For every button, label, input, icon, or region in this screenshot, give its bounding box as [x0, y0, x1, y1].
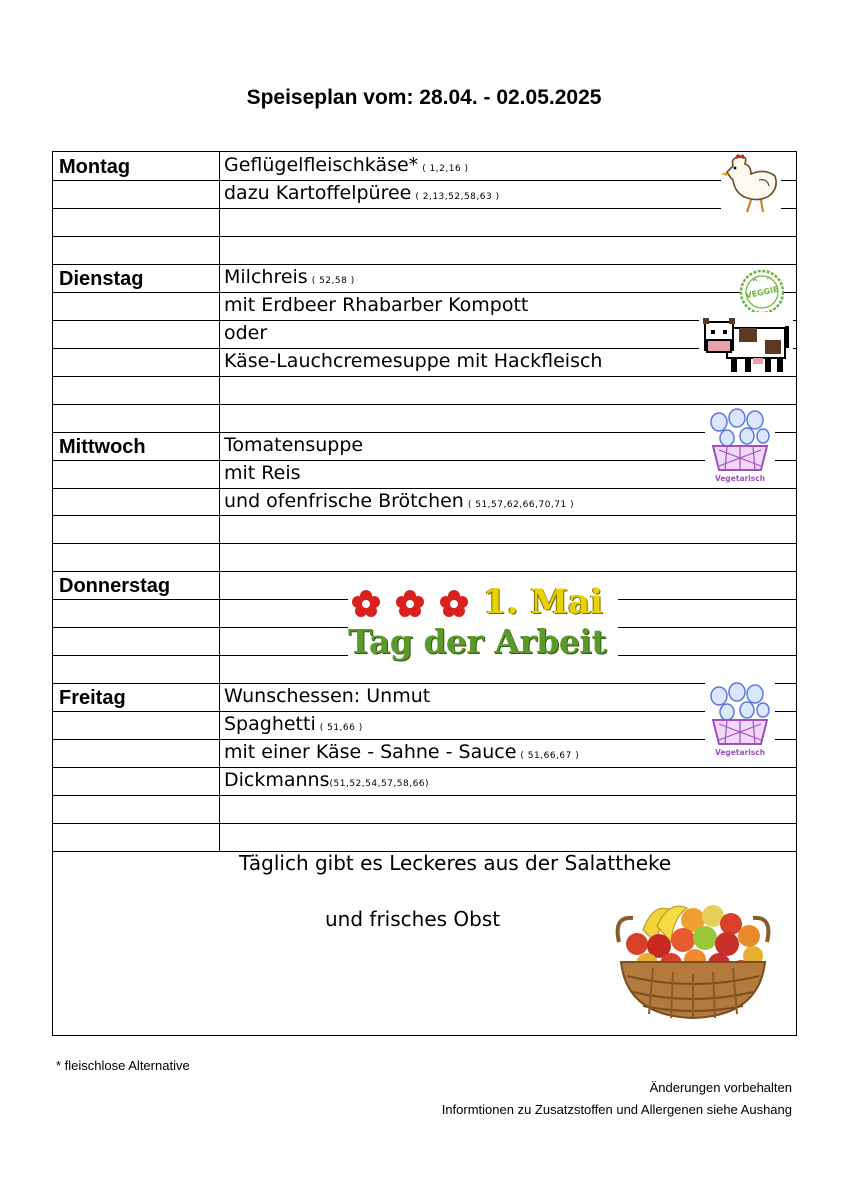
day-cell: [53, 320, 220, 348]
dish-cell: [224, 264, 796, 292]
menu-row: [53, 208, 796, 236]
additives-codes: ( 51,66,67 ): [520, 751, 580, 762]
fresh-fruit-note: und frisches Obst: [325, 907, 501, 931]
additives-codes: ( 2,13,52,58,63 ): [415, 191, 500, 202]
dish-label: Tomatensuppe: [224, 433, 364, 456]
day-cell: [53, 404, 220, 432]
dish-label: und ofenfrische Brötchen: [224, 489, 464, 512]
menu-row: [53, 823, 796, 851]
menu-row: [53, 180, 796, 208]
dish-label: Käse-Lauchcremesuppe mit Hackfleisch: [224, 349, 603, 372]
dish-cell: [224, 208, 796, 236]
dish-cell: [224, 152, 796, 180]
day-cell: [53, 767, 220, 795]
menu-row: [53, 320, 796, 348]
day-label: Mittwoch: [59, 435, 146, 458]
menu-row: [53, 543, 796, 571]
day-cell: [53, 292, 220, 320]
day-cell: [53, 683, 220, 711]
day-cell: [53, 571, 220, 599]
day-cell: [53, 376, 220, 404]
fruit-basket-icon: [613, 896, 773, 1024]
footnote-meatless: * fleischlose Alternative: [56, 1058, 190, 1073]
vegetable-basket-icon: [705, 408, 775, 484]
menu-row: [53, 404, 796, 432]
dish-cell: [224, 236, 796, 264]
menu-row: [53, 767, 796, 795]
day-cell: [53, 432, 220, 460]
dish-label: Wunschessen: Unmut: [224, 685, 431, 708]
dish-cell: [224, 795, 796, 823]
additives-codes: ( 1,2,16 ): [422, 164, 469, 174]
dish-label: Spaghetti: [224, 713, 316, 736]
additives-codes: (51,52,54,57,58,66): [329, 779, 430, 790]
day-label: Montag: [59, 156, 131, 178]
menu-row: [53, 264, 796, 292]
day-cell: [53, 655, 220, 683]
dish-cell: [224, 823, 796, 851]
menu-row: [53, 488, 796, 516]
holiday-date: 1. Mai: [483, 582, 603, 622]
vegetarisch-label: Vegetarisch: [714, 474, 766, 483]
day-cell: [53, 823, 220, 851]
veggie-badge-icon: [737, 269, 787, 315]
day-cell: [53, 599, 220, 627]
day-label: Donnerstag: [59, 575, 171, 598]
additives-codes: ( 51,66 ): [319, 723, 363, 734]
veggie-badge-text: VEGGIE: [744, 284, 780, 301]
vegetable-basket-icon: [705, 682, 775, 758]
dish-label: Geflügelfleischkäse*: [224, 154, 419, 176]
cow-icon: [699, 312, 793, 376]
dish-cell: [224, 180, 796, 208]
holiday-banner: [348, 582, 618, 664]
dish-cell: [224, 767, 796, 795]
day-cell: [53, 795, 220, 823]
menu-row: [53, 376, 796, 404]
day-label: Dienstag: [59, 267, 144, 290]
menu-row: [53, 683, 796, 711]
additives-codes: ( 51,57,62,66,70,71 ): [467, 499, 575, 510]
menu-row: [53, 739, 796, 767]
dish-label: mit einer Käse - Sahne - Sauce: [224, 741, 517, 764]
day-cell: [53, 488, 220, 516]
menu-row: [53, 236, 796, 264]
menu-row: [53, 348, 796, 376]
dish-label: oder: [224, 321, 268, 344]
day-cell: [53, 515, 220, 543]
day-cell: [53, 460, 220, 488]
salad-bar-note: Täglich gibt es Leckeres aus der Salattheke: [239, 851, 672, 875]
day-cell: [53, 152, 220, 180]
menu-row: [53, 711, 796, 739]
day-cell: [53, 208, 220, 236]
menu-row: [53, 432, 796, 460]
holiday-name: Tag der Arbeit: [348, 622, 607, 661]
chicken-icon: [721, 152, 781, 214]
dish-label: Milchreis: [224, 265, 308, 288]
dish-label: mit Erdbeer Rhabarber Kompott: [224, 293, 529, 316]
day-cell: [53, 711, 220, 739]
menu-row: [53, 515, 796, 543]
dish-cell: [224, 543, 796, 571]
menu-row: [53, 460, 796, 488]
vegetarisch-label: Vegetarisch: [714, 748, 766, 757]
dish-cell: [224, 376, 796, 404]
day-cell: [53, 180, 220, 208]
dish-label: Dickmanns: [224, 769, 330, 792]
day-cell: [53, 236, 220, 264]
menu-table: [52, 151, 797, 1036]
day-cell: [53, 264, 220, 292]
menu-row: [53, 292, 796, 320]
changes-note: Änderungen vorbehalten: [649, 1080, 792, 1095]
dish-label: mit Reis: [224, 461, 301, 484]
day-cell: [53, 348, 220, 376]
day-cell: [53, 627, 220, 655]
day-cell: [53, 739, 220, 767]
dish-cell: [224, 488, 796, 516]
additives-codes: ( 52,58 ): [311, 275, 355, 286]
menu-row: [53, 152, 796, 180]
menu-row: [53, 795, 796, 823]
flowers-icon: [348, 586, 478, 622]
day-cell: [53, 543, 220, 571]
allergen-info-note: Informtionen zu Zusatzstoffen und Allergenen siehe Aushang: [441, 1102, 792, 1117]
dish-label: dazu Kartoffelpüree: [224, 181, 412, 204]
page-title: Speiseplan vom: 28.04. - 02.05.2025: [246, 86, 602, 109]
dish-cell: [224, 515, 796, 543]
day-label: Freitag: [59, 687, 126, 710]
